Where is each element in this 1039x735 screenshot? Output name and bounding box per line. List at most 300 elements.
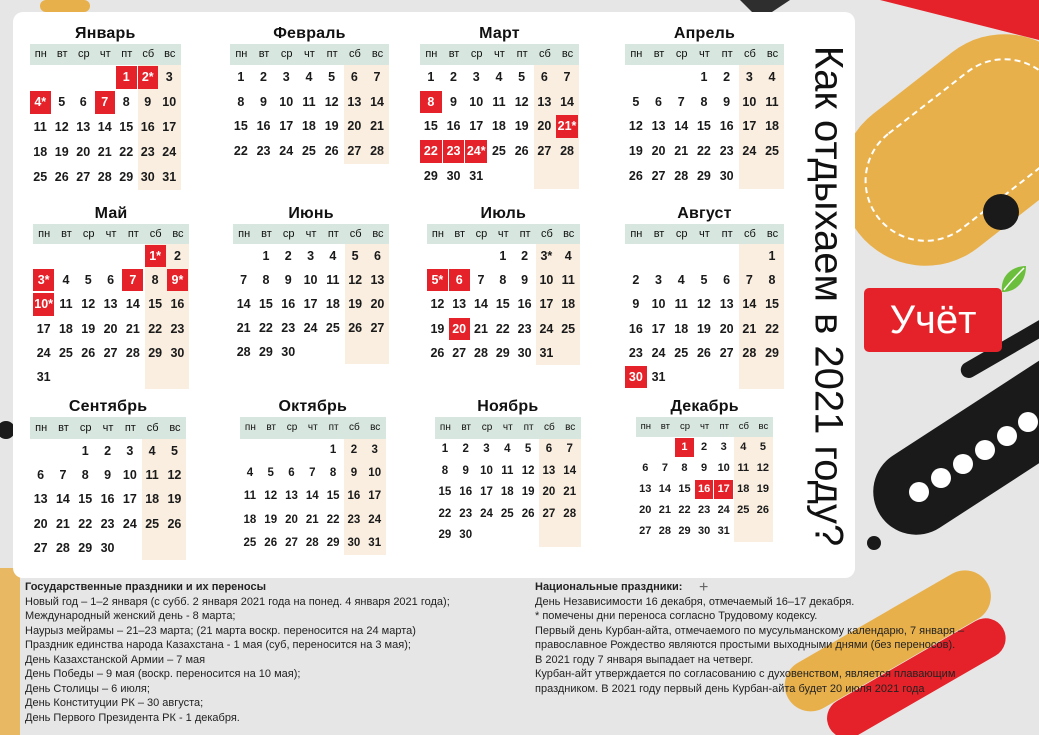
day: 20: [370, 297, 385, 311]
day: 6: [373, 249, 381, 263]
day: 3: [472, 70, 480, 84]
day: 10: [122, 468, 137, 483]
day: 1: [329, 444, 337, 456]
day: 18: [674, 321, 689, 336]
day: 11: [765, 94, 779, 109]
day: 15: [78, 492, 93, 507]
holiday-day: 6: [449, 269, 470, 291]
page-title: Как отдыхаем в 2021 году?: [806, 45, 851, 547]
weekday-label: чт: [494, 48, 505, 60]
day: 27: [76, 170, 91, 184]
weekday-label: пт: [124, 422, 136, 434]
day: 4: [768, 70, 776, 84]
note-line: Наурыз мейрамы – 21–23 марта; (21 марта воскр. переносится на 24 марта): [25, 624, 416, 637]
day: 11: [561, 273, 575, 288]
day: 30: [281, 345, 296, 359]
day: 10: [469, 94, 484, 109]
day: 11: [33, 120, 47, 134]
day: 11: [501, 464, 514, 477]
holiday-day: 22: [420, 140, 442, 163]
weekday-label: чт: [497, 228, 509, 240]
holiday-day: 4*: [30, 91, 51, 114]
weekday-label: пт: [719, 421, 729, 432]
day: 14: [125, 297, 140, 312]
day: 11: [145, 468, 159, 483]
day: 21: [658, 503, 672, 516]
day: 19: [696, 321, 711, 336]
day: 27: [33, 540, 48, 555]
weekday-label: ср: [282, 228, 295, 240]
weekday-label: чт: [304, 48, 315, 60]
day: 15: [696, 119, 711, 134]
day: 11: [243, 490, 256, 503]
day: 5: [524, 443, 532, 455]
day: 22: [326, 513, 340, 526]
day: 26: [167, 516, 182, 531]
day: 20: [651, 144, 666, 159]
month-name: Июнь: [288, 205, 334, 222]
day: 25: [674, 345, 689, 360]
day: 24: [539, 321, 554, 336]
day: 26: [696, 345, 711, 360]
day: 5: [170, 444, 178, 458]
day: 6: [107, 273, 115, 288]
day: 8: [441, 464, 449, 477]
day: 7: [563, 70, 571, 84]
day: 22: [696, 144, 711, 159]
holiday-day: 20: [449, 318, 470, 340]
day: 23: [347, 513, 361, 526]
day: 12: [521, 464, 535, 477]
note-line: Курбан-айт утверждается по согласованию с духовенством, является плавающим: [535, 668, 956, 680]
day: 24: [162, 145, 177, 159]
day: 4: [329, 249, 337, 263]
day: 1: [768, 249, 776, 263]
weekday-label: вс: [766, 48, 779, 60]
day: 21: [474, 321, 488, 336]
day: 1: [262, 249, 270, 263]
weekday-label: чт: [307, 422, 318, 433]
day: 20: [33, 516, 48, 531]
day: 6: [79, 95, 87, 109]
leaf-icon: [998, 262, 1030, 298]
weekday-label: вт: [258, 48, 270, 60]
day: 23: [719, 144, 734, 159]
day: 8: [237, 94, 245, 109]
holiday-day: 21*: [556, 115, 578, 138]
day: 21: [563, 486, 577, 499]
day: 5: [700, 273, 708, 288]
day: 15: [326, 490, 340, 503]
day: 3: [165, 70, 173, 84]
month-name: Ноябрь: [477, 398, 539, 415]
day: 14: [97, 120, 112, 134]
weekday-label: вс: [371, 48, 384, 60]
day: 10: [303, 273, 318, 287]
day: 16: [628, 321, 643, 336]
day: 8: [151, 273, 159, 288]
day: 2: [173, 249, 181, 263]
day: 17: [303, 297, 318, 311]
weekday-label: сб: [349, 422, 360, 433]
holiday-day: 30: [625, 366, 647, 388]
day: 6: [288, 467, 295, 480]
day: 17: [279, 119, 294, 134]
day: 22: [678, 503, 691, 516]
day: 6: [655, 94, 662, 109]
day: 5: [267, 467, 274, 480]
day: 7: [240, 273, 248, 287]
day: 3: [483, 443, 490, 455]
day: 22: [765, 321, 779, 336]
day: 11: [59, 297, 73, 312]
weekday-label: чт: [502, 422, 513, 433]
day: 27: [651, 168, 666, 183]
holiday-day: 8: [420, 91, 442, 114]
note-line: День Независимости 16 декабря, отмечаемый 16–17 декабря.: [535, 595, 855, 608]
day: 28: [560, 144, 574, 159]
month-12: [636, 397, 773, 542]
day: 13: [542, 464, 556, 477]
day: 11: [674, 297, 688, 312]
day: 12: [756, 461, 770, 474]
month-11: [435, 397, 581, 547]
day: 19: [167, 492, 182, 507]
weekday-label: ср: [675, 228, 688, 240]
day: 1: [499, 249, 507, 263]
weekday-label: ср: [481, 422, 493, 433]
page-title-container: [798, 36, 858, 556]
weekday-label: вс: [164, 48, 176, 60]
day: 21: [125, 321, 140, 336]
day: 13: [639, 482, 652, 495]
weekday-label: ср: [679, 421, 690, 432]
day: 12: [54, 120, 69, 134]
day: 6: [642, 461, 649, 474]
day: 31: [469, 168, 484, 183]
day: 2: [701, 441, 708, 453]
day: 15: [233, 119, 248, 134]
weekday-label: вс: [372, 228, 384, 240]
day: 23: [100, 516, 115, 531]
day: 15: [423, 119, 438, 134]
day: 27: [347, 144, 362, 159]
day: 16: [100, 492, 115, 507]
day: 7: [309, 467, 316, 480]
day: 29: [495, 345, 510, 360]
weekday-label: ср: [475, 228, 488, 240]
day: 29: [696, 168, 711, 183]
day: 6: [350, 70, 358, 84]
month-9: [30, 397, 186, 560]
day: 4: [740, 441, 747, 453]
day: 17: [651, 321, 666, 336]
national-holidays-title: Национальные праздники:: [535, 581, 683, 593]
day: 27: [285, 536, 298, 549]
day: 31: [717, 524, 730, 537]
day: 10: [162, 95, 177, 109]
note-line: День Столицы – 6 июля;: [25, 682, 150, 695]
day: 2: [350, 444, 358, 456]
day: 8: [81, 468, 89, 483]
day: 10: [480, 464, 493, 477]
holiday-day: 7: [122, 269, 143, 291]
day: 9: [350, 467, 358, 480]
day: 23: [170, 321, 185, 336]
holiday-day: 23: [443, 140, 465, 163]
weekday-label: пн: [34, 48, 47, 60]
weekday-label: чт: [699, 48, 710, 60]
month-10: [240, 397, 386, 555]
holiday-day: 16: [695, 480, 714, 499]
day: 1: [700, 70, 708, 84]
day: 10: [279, 94, 294, 109]
weekday-label: ср: [79, 422, 92, 434]
day: 28: [658, 524, 672, 537]
day: 21: [55, 516, 70, 531]
day: 25: [491, 144, 506, 159]
weekday-label: чт: [102, 422, 114, 434]
day: 18: [33, 145, 48, 159]
day: 16: [140, 120, 155, 134]
holiday-day: 1: [116, 66, 137, 89]
day: 1: [441, 443, 449, 455]
day: 17: [742, 119, 757, 134]
day: 26: [81, 345, 96, 360]
day: 17: [539, 297, 554, 312]
day: 12: [348, 273, 363, 287]
day: 13: [452, 297, 467, 312]
day: 30: [446, 168, 461, 183]
note-line: * помечены дни переноса согласно Трудовому кодексу.: [535, 610, 818, 622]
day: 23: [517, 321, 532, 336]
day: 4: [504, 443, 511, 455]
day: 22: [119, 145, 134, 159]
day: 11: [302, 94, 316, 109]
day: 19: [324, 119, 339, 134]
month-name: Июль: [480, 205, 527, 222]
day: 20: [639, 503, 652, 516]
weekday-label: чт: [699, 421, 710, 432]
day: 16: [459, 486, 473, 499]
day: 8: [262, 273, 270, 287]
day: 25: [737, 503, 750, 516]
day: 3: [655, 273, 662, 288]
day: 16: [256, 119, 271, 134]
day: 3: [745, 70, 753, 84]
day: 5: [759, 441, 766, 453]
note-line: праздником. В 2021 году первый день Курбан-айта будет 20 июля 2021 года: [535, 682, 925, 695]
note-line: православное Рождество являются простыми выходными днями (без переносов).: [535, 639, 956, 651]
holiday-day: 2*: [138, 66, 159, 89]
day: 30: [140, 170, 155, 184]
day: 21: [742, 321, 757, 336]
day: 9: [521, 273, 529, 288]
day: 12: [514, 94, 529, 109]
month-name: Декабрь: [670, 398, 739, 415]
weekday-label: пт: [519, 228, 531, 240]
weekday-label: пн: [35, 422, 48, 434]
day: 31: [368, 536, 382, 549]
day: 5: [58, 95, 66, 109]
note-line: День Победы – 9 мая (воскр. переносится на 10 мая);: [25, 668, 301, 680]
day: 8: [681, 461, 688, 474]
day: 29: [438, 529, 452, 542]
weekday-label: пн: [235, 48, 248, 60]
day: 12: [264, 490, 278, 503]
day: 21: [370, 119, 384, 134]
day: 27: [542, 507, 556, 520]
day: 22: [258, 321, 273, 335]
day: 12: [696, 297, 711, 312]
weekday-label: ср: [286, 422, 298, 433]
weekday-label: пт: [121, 48, 133, 60]
plus-icon: +: [699, 579, 709, 596]
day: 10: [539, 273, 554, 288]
weekday-label: вс: [370, 422, 381, 433]
weekday-label: чт: [699, 228, 710, 240]
day: 30: [697, 524, 711, 537]
note-line: Новый год – 1–2 января (с субб. 2 января 2021 года на понед. 4 января 2021 года);: [25, 595, 450, 608]
holiday-day: 1: [675, 438, 694, 457]
day: 29: [119, 170, 134, 184]
day: 7: [566, 443, 573, 455]
weekday-label: вт: [660, 421, 670, 432]
day: 25: [243, 536, 257, 549]
weekday-label: вт: [58, 422, 69, 434]
day: 10: [368, 467, 382, 480]
weekday-label: пн: [38, 228, 51, 240]
day: 8: [768, 273, 776, 288]
weekday-label: вт: [56, 48, 68, 60]
day: 8: [700, 94, 708, 109]
day: 22: [233, 144, 248, 159]
day: 30: [719, 168, 734, 183]
day: 18: [561, 297, 576, 312]
day: 26: [514, 144, 529, 159]
day: 18: [737, 482, 750, 495]
day: 3: [282, 70, 290, 84]
day: 27: [370, 321, 385, 335]
day: 28: [55, 540, 70, 555]
note-line: Международный женский день - 8 марта;: [25, 610, 236, 622]
weekday-label: вс: [766, 228, 779, 240]
day: 11: [326, 273, 340, 287]
day: 27: [452, 345, 467, 360]
day: 21: [305, 513, 319, 526]
day: 3: [126, 444, 134, 458]
month-name: Сентябрь: [68, 398, 148, 415]
national-holidays-notes: [535, 580, 964, 696]
weekday-label: чт: [305, 228, 317, 240]
day: 9: [632, 297, 640, 312]
month-name: Январь: [75, 25, 136, 42]
day: 1: [427, 70, 435, 84]
day: 3: [307, 249, 315, 263]
day: 19: [628, 144, 643, 159]
day: 20: [103, 321, 118, 336]
weekday-label: ср: [77, 48, 90, 60]
day: 29: [678, 524, 691, 537]
day: 27: [537, 144, 552, 159]
day: 14: [674, 119, 689, 134]
weekday-label: сб: [349, 228, 362, 240]
holiday-day: 9*: [167, 269, 188, 291]
month-4: [625, 24, 784, 189]
day: 2: [284, 249, 292, 263]
weekday-label: вс: [561, 48, 574, 60]
day: 7: [661, 461, 668, 474]
day: 4: [564, 249, 572, 263]
weekday-label: сб: [538, 48, 551, 60]
day: 17: [368, 490, 382, 503]
day: 31: [539, 345, 554, 360]
day: 22: [78, 516, 93, 531]
day: 19: [521, 486, 535, 499]
weekday-label: чт: [99, 48, 111, 60]
month-8: [625, 204, 784, 389]
brand-logo: Учёт: [864, 288, 1002, 352]
day: 7: [373, 70, 381, 84]
month-name: Август: [677, 205, 732, 222]
day: 30: [347, 536, 361, 549]
day: 6: [723, 273, 731, 288]
state-holidays-title: Государственные праздники и их переносы: [25, 581, 267, 593]
day: 26: [54, 170, 69, 184]
weekday-label: вс: [172, 228, 184, 240]
day: 27: [719, 345, 734, 360]
day: 25: [301, 144, 316, 159]
day: 15: [438, 486, 452, 499]
day: 28: [370, 144, 384, 159]
weekday-label: пт: [721, 48, 733, 60]
day: 16: [719, 119, 734, 134]
holiday-day: 1*: [145, 245, 166, 267]
day: 19: [348, 297, 363, 311]
weekday-label: сб: [544, 422, 555, 433]
weekday-label: сб: [348, 48, 361, 60]
day: 5: [328, 70, 336, 84]
day: 24: [742, 144, 757, 159]
day: 24: [303, 321, 318, 335]
day: 2: [462, 443, 469, 455]
weekday-label: пт: [328, 422, 339, 433]
day: 9: [144, 95, 152, 109]
day: 15: [765, 297, 779, 312]
day: 7: [677, 94, 685, 109]
day: 12: [628, 119, 643, 134]
weekday-label: сб: [743, 228, 756, 240]
weekday-label: пт: [127, 228, 139, 240]
day: 13: [33, 492, 48, 507]
note-line: День Казахстанской Армии – 7 мая: [25, 653, 206, 666]
day: 9: [462, 464, 469, 477]
weekday-label: ср: [470, 48, 483, 60]
weekday-label: пн: [630, 48, 643, 60]
day: 12: [81, 297, 96, 312]
day: 1: [237, 70, 245, 84]
holiday-day: 5*: [427, 269, 448, 291]
note-line: Праздник единства народа Казахстана - 1 мая (суб, переносится на 3 мая);: [25, 639, 411, 651]
day: 28: [742, 345, 757, 360]
day: 19: [756, 482, 770, 495]
holiday-day: 7: [95, 91, 116, 114]
weekday-label: сб: [743, 48, 756, 60]
state-holidays-notes: [25, 580, 450, 725]
day: 13: [103, 297, 118, 312]
day: 29: [765, 345, 779, 360]
weekday-label: вт: [653, 228, 665, 240]
